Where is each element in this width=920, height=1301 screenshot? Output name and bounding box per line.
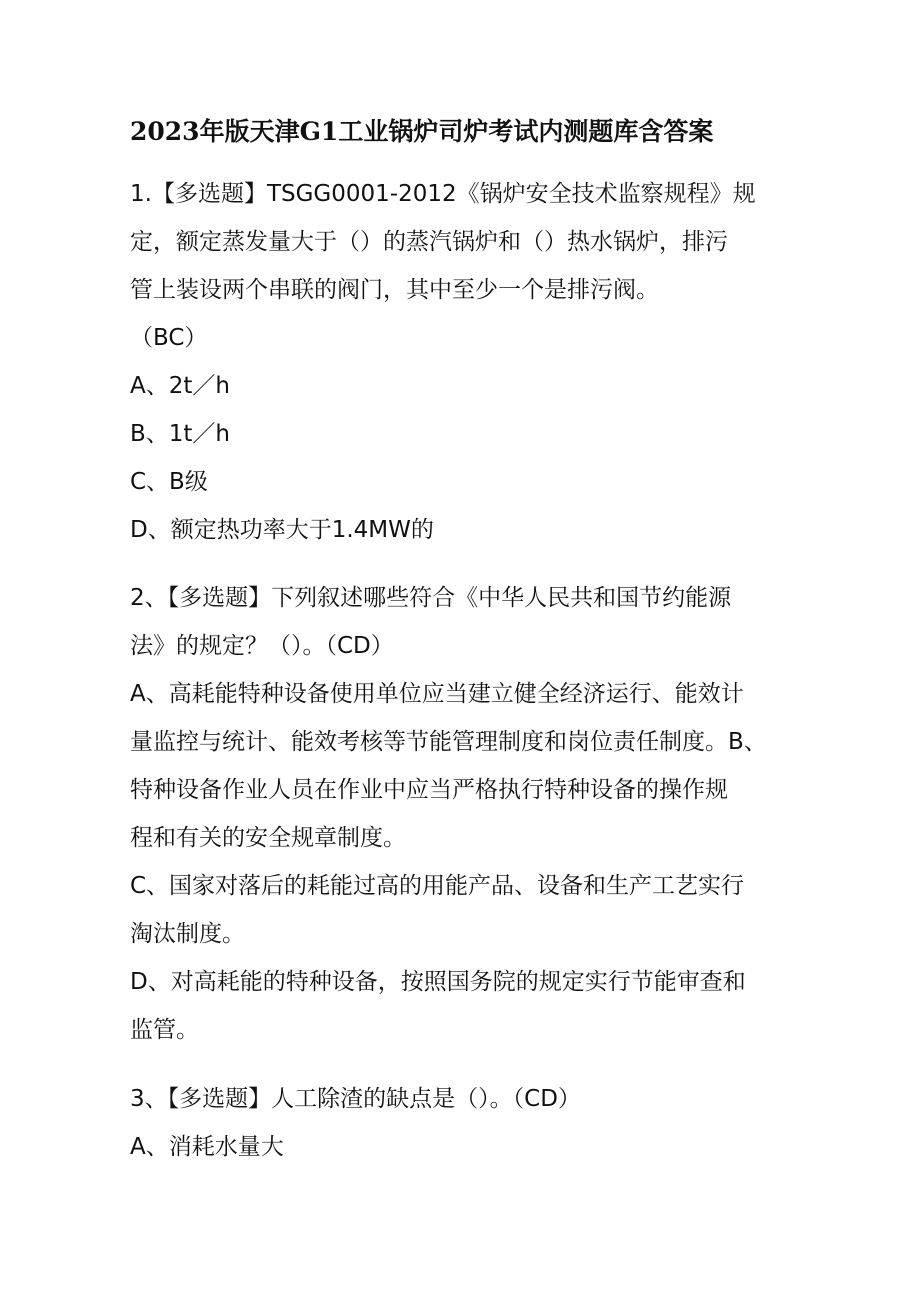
question-1 [130, 170, 795, 554]
question-2-option-b-line-2: 程和有关的安全规章制度。 [130, 825, 406, 851]
question-2-option-b-line-1: 特种设备作业人员在作业中应当严格执行特种设备的操作规 [130, 777, 728, 803]
question-3-line-1: 3、【多选题】人工除渣的缺点是（）。（CD） [130, 1086, 581, 1112]
question-2-option-d-line-1: D、对高耗能的特种设备，按照国务院的规定实行节能审查和 [130, 969, 746, 995]
question-1-option-d: D、额定热功率大于1.4MW的 [130, 517, 434, 543]
question-1-option-a: A、2t／h [130, 373, 230, 399]
question-1-answer: （BC） [130, 325, 208, 351]
question-2-line-2: 法》的规定？（）。（CD） [130, 633, 394, 659]
question-1-line-3: 管上装设两个串联的阀门，其中至少一个是排污阀。 [130, 277, 659, 303]
question-2-line-1: 2、【多选题】下列叙述哪些符合《中华人民共和国节约能源 [130, 585, 732, 611]
question-2-option-c-line-1: C、国家对落后的耗能过高的用能产品、设备和生产工艺实行 [130, 873, 745, 899]
question-2-option-c-line-2: 淘汰制度。 [130, 921, 245, 947]
question-2-option-a-line-1: A、高耗能特种设备使用单位应当建立健全经济运行、能效计 [130, 681, 744, 707]
question-2 [130, 574, 795, 1054]
question-3 [130, 1075, 795, 1171]
question-2-option-d-line-2: 监管。 [130, 1017, 199, 1043]
question-1-option-c: C、B级 [130, 469, 208, 495]
question-2-option-a-line-2: 量监控与统计、能效考核等节能管理制度和岗位责任制度。B、 [130, 729, 767, 755]
document-title: 2023年版天津G1工业锅炉司炉考试内测题库含答案 [130, 117, 714, 146]
question-1-line-1: 1.【多选题】TSGG0001-2012《锅炉安全技术监察规程》规 [130, 181, 756, 207]
question-1-option-b: B、1t／h [130, 421, 231, 447]
question-1-line-2: 定，额定蒸发量大于（）的蒸汽锅炉和（）热水锅炉，排污 [130, 229, 728, 255]
question-3-option-a: A、消耗水量大 [130, 1134, 284, 1160]
